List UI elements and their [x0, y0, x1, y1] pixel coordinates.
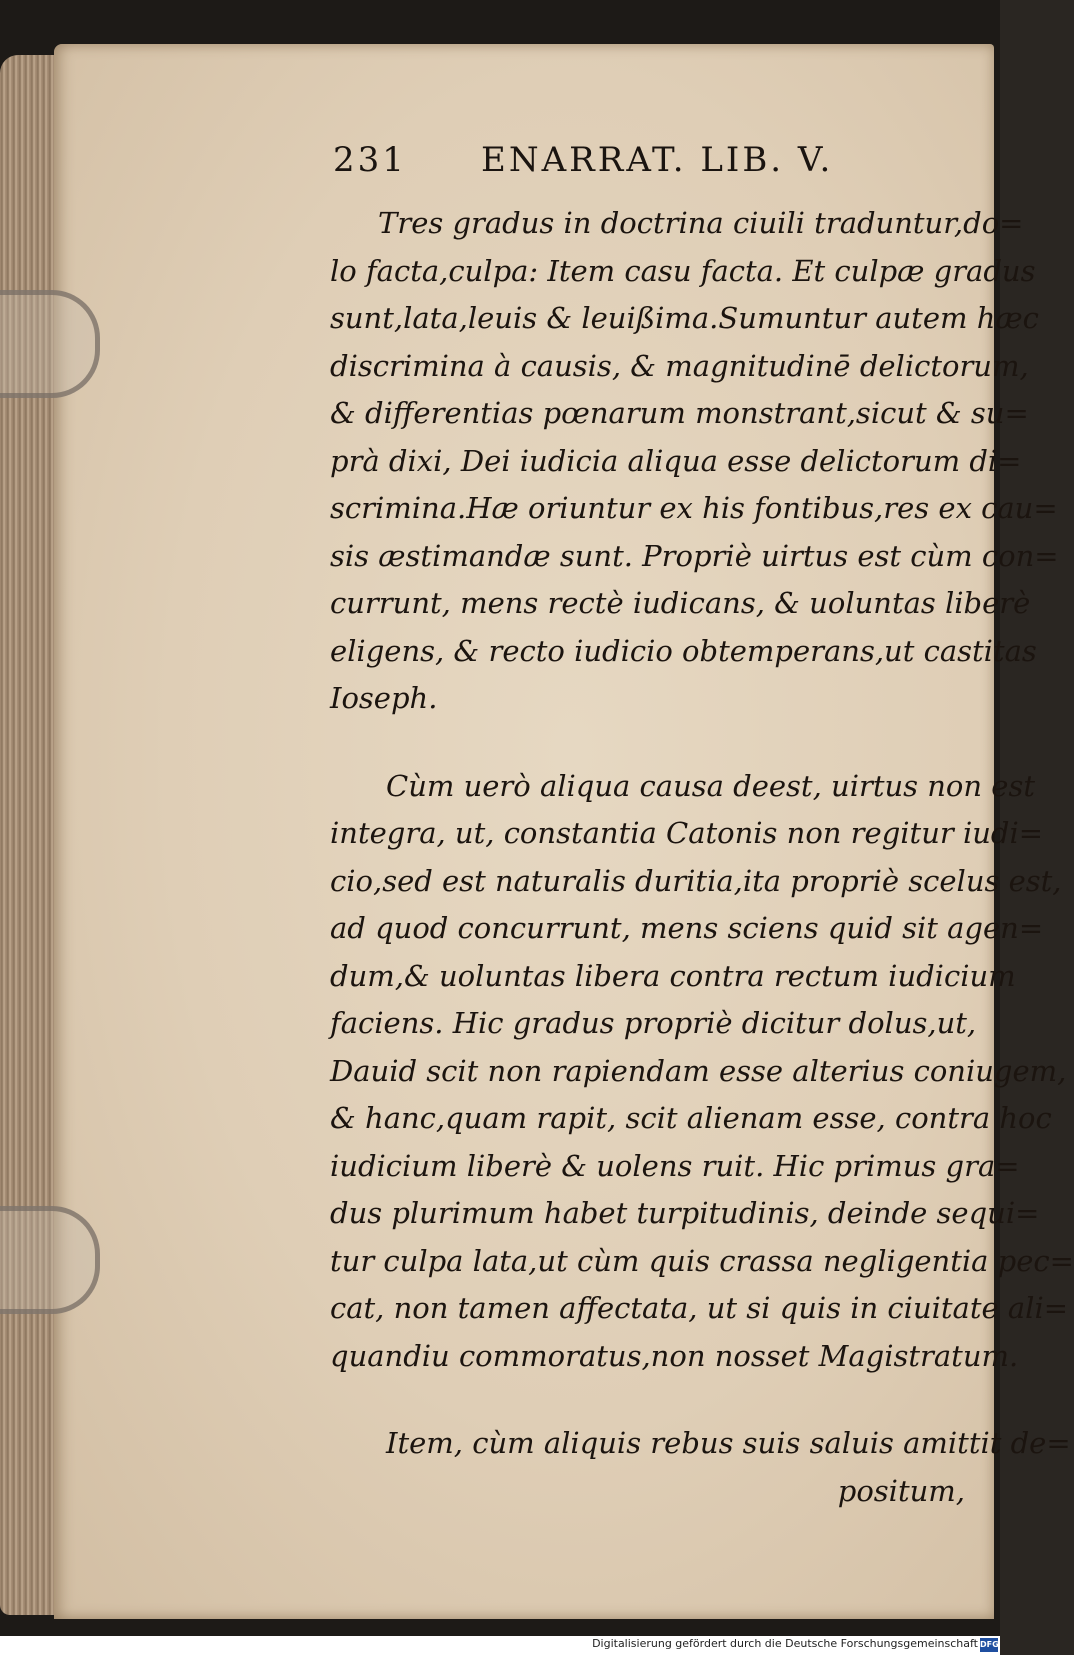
- text-line: & differentias pœnarum monstrant,sicut & su=: [330, 396, 1029, 430]
- paragraph-gap: [330, 723, 965, 763]
- text-line: Ioseph.: [330, 681, 438, 715]
- text-line: discrimina à causis, & magnitudinē delictorum,: [330, 348, 1029, 383]
- catchword: positum,: [837, 1473, 965, 1508]
- paragraph-2: [330, 763, 1074, 1381]
- page-number: 231: [333, 140, 407, 180]
- text-line: sunt,lata,leuis & leuißima.Sumuntur autem hæc: [330, 301, 1039, 335]
- text-line: integra, ut, constantia Catonis non regitur iudi=: [330, 816, 1044, 850]
- running-head: [333, 140, 853, 190]
- text-line: lo facta,culpa: Item casu facta. Et culpæ gradus: [330, 253, 1036, 288]
- text-line: currunt, mens rectè iudicans, & uoluntas liberè: [330, 586, 1031, 620]
- text-line: ad quod concurrunt, mens sciens quid sit agen=: [330, 911, 1044, 945]
- text-line: dum,& uoluntas libera contra rectum iudicium: [330, 958, 1016, 993]
- text-line: cat, non tamen affectata, ut si quis in ciuitate ali=: [330, 1291, 1069, 1325]
- text-line: quandiu commoratus,non nosset Magistratum.: [330, 1338, 1019, 1373]
- page-clip-bottom: [0, 1206, 100, 1314]
- text-line: dus plurimum habet turpitudinis, deinde sequi=: [330, 1196, 1040, 1230]
- text-line: & hanc,quam rapit, scit alienam esse, contra hoc: [330, 1101, 1052, 1135]
- text-line: iudicium liberè & uolens ruit. Hic primus gra=: [330, 1148, 1020, 1183]
- running-title: ENARRAT. LIB. V.: [481, 140, 834, 180]
- page-clip-top: [0, 290, 100, 398]
- text-line: scrimina.Hæ oriuntur ex his fontibus,res ex cau=: [330, 491, 1058, 525]
- book-fore-edge: [0, 55, 62, 1615]
- text-line: tur culpa lata,ut cùm quis crassa negligentia pec=: [330, 1243, 1074, 1278]
- text-line: Tres gradus in doctrina ciuili traduntur,do=: [378, 206, 1024, 240]
- dfg-logo: DFG: [980, 1638, 998, 1652]
- text-block: [330, 200, 1074, 1515]
- text-line: faciens. Hic gradus propriè dicitur dolus,ut,: [330, 1006, 977, 1040]
- footer-credit: Digitalisierung gefördert durch die Deutsche Forschungsgemeinschaft: [592, 1637, 978, 1650]
- paragraph-1: [330, 200, 1059, 723]
- footer-bar: [0, 1636, 1000, 1655]
- text-line: prà dixi, Dei iudicia aliqua esse delictorum di=: [330, 443, 1022, 478]
- text-line: Item, cùm aliquis rebus suis saluis amittit de=: [386, 1426, 1071, 1460]
- text-line: Cùm uerò aliqua causa deest, uirtus non est: [386, 768, 1035, 803]
- paragraph-3: [330, 1420, 1071, 1515]
- paragraph-gap: [330, 1380, 965, 1420]
- text-line: eligens, & recto iudicio obtemperans,ut castitas: [330, 633, 1037, 668]
- text-line: cio,sed est naturalis duritia,ita propriè scelus est,: [330, 863, 1062, 898]
- text-line: sis æstimandæ sunt. Propriè uirtus est cùm con=: [330, 538, 1059, 573]
- text-line: Dauid scit non rapiendam esse alterius coniugem,: [330, 1053, 1067, 1088]
